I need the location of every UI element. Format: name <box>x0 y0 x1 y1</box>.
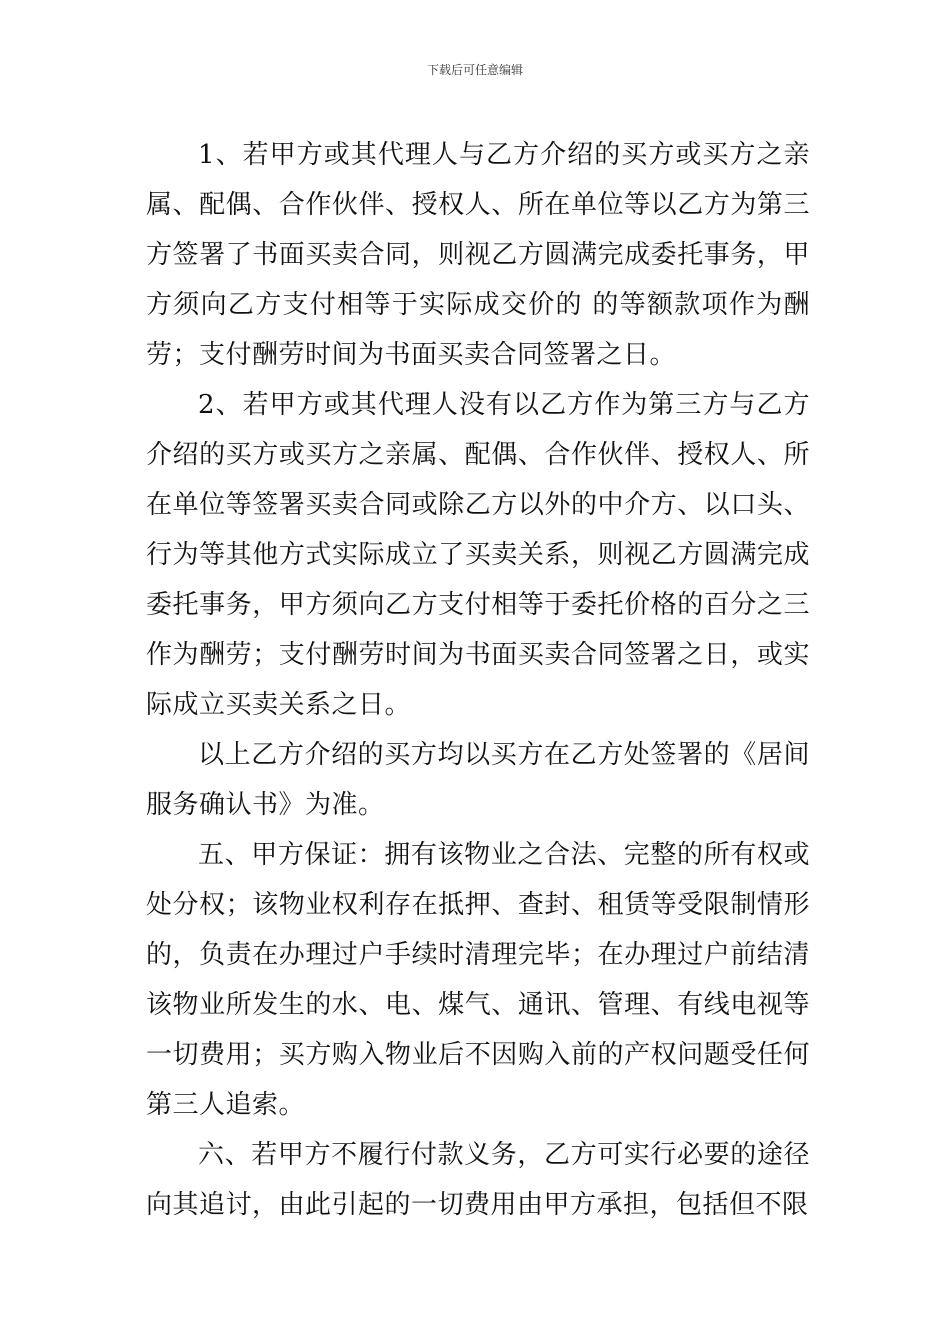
paragraph-section-5: 五、甲方保证：拥有该物业之合法、完整的所有权或处分权；该物业权利存在抵押、查封、租赁等受限制情形的，负责在办理过户手续时清理完毕；在办理过户前结清该物业所发生的水、电、煤气、通讯、管理、有线电视等一切费用；买方购入物业后不因购入前的产权问题受任何第三人追索。 <box>146 840 810 1120</box>
document-body <box>146 130 810 1230</box>
paragraph-confirmation-note: 以上乙方介绍的买方均以买方在乙方处签署的《居间服务确认书》为准。 <box>146 740 810 820</box>
paragraph-clause-1: 1、若甲方或其代理人与乙方介绍的买方或买方之亲属、配偶、合作伙伴、授权人、所在单位等以乙方为第三方签署了书面买卖合同，则视乙方圆满完成委托事务，甲方须向乙方支付相等于实际成交价的 的等额款项作为酬劳；支付酬劳时间为书面买卖合同签署之日。 <box>146 140 810 370</box>
paragraph-clause-2: 2、若甲方或其代理人没有以乙方作为第三方与乙方介绍的买方或买方之亲属、配偶、合作伙伴、授权人、所在单位等签署买卖合同或除乙方以外的中介方、以口头、行为等其他方式实际成立了买卖关系，则视乙方圆满完成委托事务，甲方须向乙方支付相等于委托价格的百分之三作为酬劳；支付酬劳时间为书面买卖合同签署之日，或实际成立买卖关系之日。 <box>146 390 810 720</box>
paragraph-section-6: 六、若甲方不履行付款义务，乙方可实行必要的途径向其追讨，由此引起的一切费用由甲方承担，包括但不限 <box>146 1140 810 1220</box>
page-header: 下载后可任意编辑 <box>426 63 523 77</box>
